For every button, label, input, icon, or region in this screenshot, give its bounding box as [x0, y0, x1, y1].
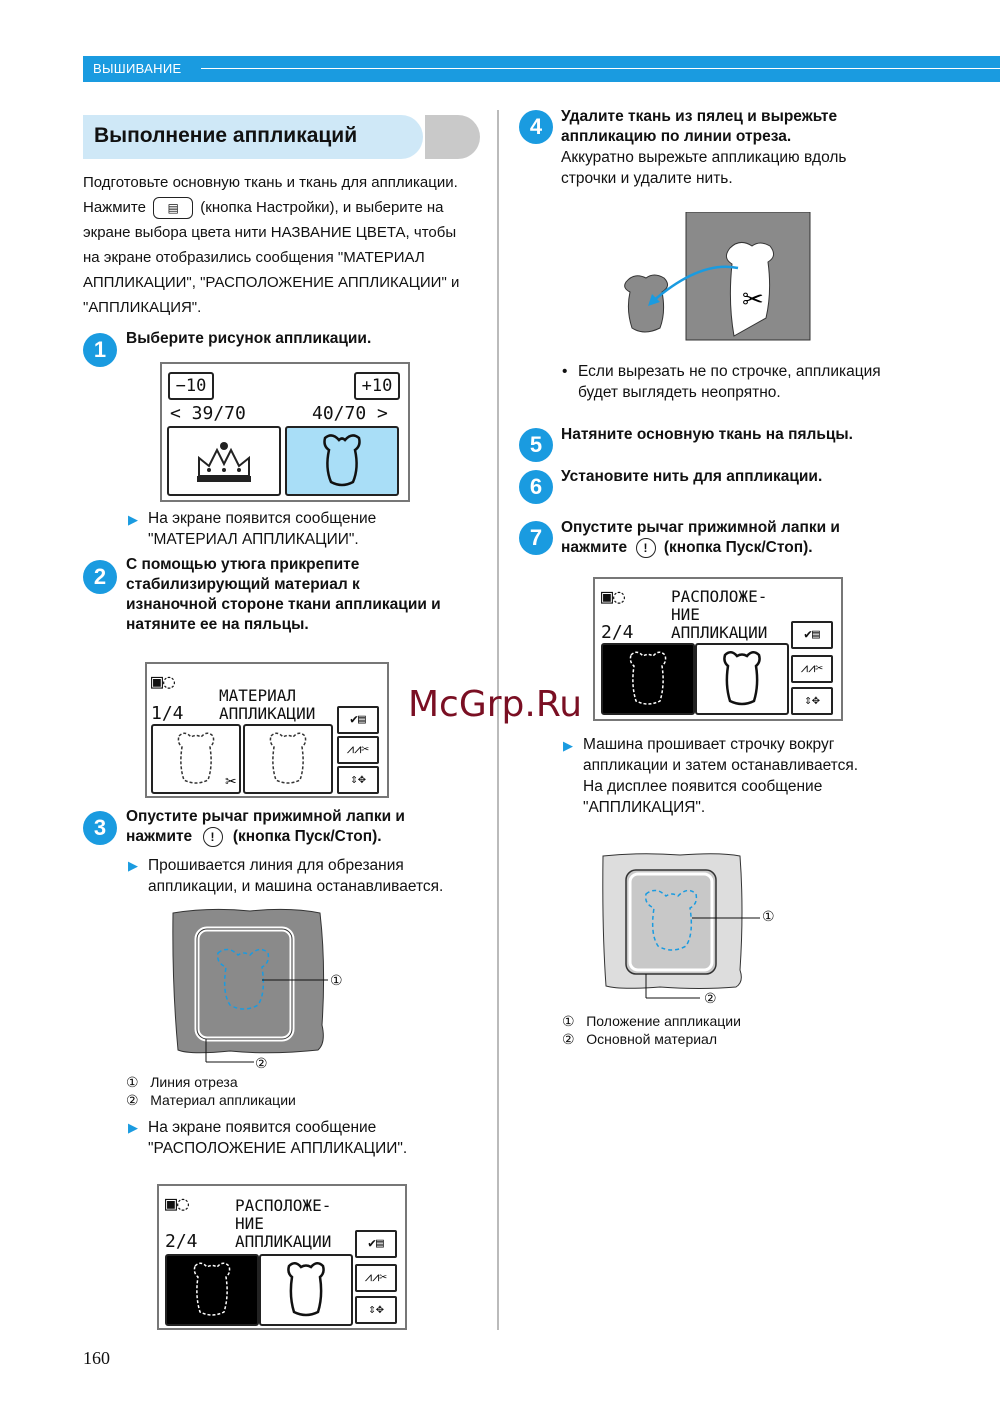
bear-pattern-selected[interactable]: [285, 426, 399, 496]
step-title-line: аппликацию по линии отреза.: [561, 128, 792, 145]
legend-text: Положение аппликации: [586, 1013, 741, 1029]
screen-label-1: РАСПОЛОЖЕ-: [671, 587, 768, 606]
bear-applique-icon: [261, 1256, 351, 1324]
settings-button-icon: ▤: [153, 197, 193, 219]
intro-line: на экране отобразились сообщения "МАТЕРИАЛ: [83, 249, 425, 266]
step-title-line: стабилизирующий материал к: [126, 576, 360, 593]
applique-preview: [259, 1254, 353, 1326]
intro-line: [83, 195, 493, 220]
start-stop-text: (кнопка Пуск/Стоп).: [663, 539, 813, 556]
header-rule: [201, 68, 1000, 69]
result-line: На дисплее появится сообщение: [583, 778, 823, 795]
bear-outline-icon: [603, 645, 693, 713]
next-page-indicator[interactable]: 40/70 >: [312, 403, 388, 424]
step-3-legend: [126, 1073, 296, 1109]
page-title: Выполнение аппликаций: [94, 124, 358, 147]
step-counter: 1/4: [151, 703, 184, 724]
step-title-line: [126, 827, 405, 847]
result-line: "МАТЕРИАЛ АППЛИКАЦИИ".: [148, 531, 359, 548]
title-box: [83, 115, 423, 159]
screen-label-3: АППЛИКАЦИИ: [671, 623, 768, 642]
intro-settings-text: (кнопка Настройки), и выберите на: [200, 199, 444, 216]
hoop-position-illustration: [600, 850, 800, 1010]
step-title-line: натяните ее на пяльцы.: [126, 616, 309, 633]
cut-applique-illustration: [620, 212, 815, 342]
applique-position-preview: [601, 643, 695, 715]
legend-text: Основной материал: [586, 1031, 718, 1047]
step-3-title: [126, 807, 405, 847]
crown-icon: [169, 428, 279, 494]
callout-2: ②: [704, 990, 717, 1006]
step-counter: 2/4: [165, 1231, 198, 1252]
result-arrow-icon: ▶: [563, 738, 573, 753]
screen-label-1: РАСПОЛОЖЕ-: [235, 1196, 332, 1215]
frame-icon: ▣◌: [165, 1191, 190, 1215]
press-text: нажмите: [126, 828, 193, 845]
result-line: аппликации, и машина останавливается.: [148, 878, 444, 895]
step-5-number: 5: [519, 428, 553, 462]
result-arrow-icon: ▶: [128, 858, 138, 873]
step-title-line: изнаночной стороне ткани аппликации и: [126, 596, 441, 613]
step-title-line: Опустите рычаг прижимной лапки и: [561, 519, 840, 536]
minus-10-button[interactable]: −10: [168, 372, 214, 400]
intro-press: Нажмите: [83, 199, 146, 216]
step-desc-line: строчки и удалите нить.: [561, 170, 733, 187]
applique-preview: [695, 643, 789, 715]
screen-label-1: МАТЕРИАЛ: [219, 686, 297, 705]
step-counter: 2/4: [601, 622, 634, 643]
callout-2: ②: [255, 1055, 268, 1071]
legend-text: Материал аппликации: [150, 1092, 296, 1108]
result-line: "РАСПОЛОЖЕНИЕ АППЛИКАЦИИ".: [148, 1140, 408, 1157]
page-number: 160: [83, 1348, 110, 1368]
applique-position-preview: [165, 1254, 259, 1326]
result-line: На экране появится сообщение: [148, 1119, 377, 1136]
legend-marker: ②: [126, 1092, 139, 1108]
bear-outline-icon: [167, 1256, 257, 1324]
screen-pattern-select: [160, 362, 410, 502]
step-7-title: [561, 518, 840, 558]
step-desc-line: Аккуратно вырежьте аппликацию вдоль: [561, 149, 847, 166]
bear-outline-icon: [153, 726, 239, 792]
step-4-note: [578, 361, 881, 403]
screen-label-2: НИЕ: [671, 605, 700, 624]
frame-icon: ▣◌: [151, 669, 176, 693]
bear-applique-icon: [287, 428, 397, 494]
applique-preview: [243, 724, 333, 794]
step-title-line: [561, 538, 840, 558]
legend-text: Линия отреза: [150, 1074, 238, 1090]
result-arrow-icon: ▶: [128, 512, 138, 527]
step-1-number: 1: [83, 333, 117, 367]
svg-text:✂: ✂: [225, 774, 237, 790]
result-arrow-icon: ▶: [128, 1120, 138, 1135]
bullet-dot: •: [562, 363, 568, 380]
press-text: нажмите: [561, 539, 628, 556]
move-button[interactable]: ⇕✥: [791, 687, 833, 715]
color-check-button[interactable]: ✔▤: [791, 621, 833, 649]
step-4-text: [561, 107, 847, 189]
screen-applique-position-2: [593, 577, 843, 721]
screen-applique-material: [145, 662, 389, 798]
result-line: На экране появится сообщение: [148, 510, 377, 527]
stitch-button[interactable]: ⩘⩘✂: [355, 1264, 397, 1292]
color-check-button[interactable]: ✔▤: [337, 706, 379, 734]
bear-applique-icon: [697, 645, 787, 713]
result-line: Прошивается линия для обрезания: [148, 857, 404, 874]
bear-outline-icon: [245, 726, 331, 792]
move-button[interactable]: ⇕✥: [337, 766, 379, 794]
note-line: будет выглядеть неопрятно.: [578, 384, 781, 401]
step-3-number: 3: [83, 811, 117, 845]
section-title: ВЫШИВАНИЕ: [93, 61, 182, 76]
screen-label-2: АППЛИКАЦИИ: [219, 704, 316, 723]
section-header: [83, 56, 1000, 82]
scissors-icon: ✂: [742, 285, 764, 315]
intro-line: экране выбора цвета нити НАЗВАНИЕ ЦВЕТА, чтобы: [83, 224, 457, 241]
prev-page-indicator[interactable]: < 39/70: [170, 403, 246, 424]
note-line: Если вырезать не по строчке, аппликация: [578, 363, 881, 380]
screen-applique-position: [157, 1184, 407, 1330]
result-line: Машина прошивает строчку вокруг: [583, 736, 835, 753]
screen-label-2: НИЕ: [235, 1214, 264, 1233]
step-7-number: 7: [519, 521, 553, 555]
callout-1: ①: [762, 908, 775, 924]
legend-marker: ②: [562, 1031, 575, 1047]
intro-line: АППЛИКАЦИИ", "РАСПОЛОЖЕНИЕ АППЛИКАЦИИ" и: [83, 274, 460, 291]
frame-icon: ▣◌: [601, 584, 626, 608]
applique-cut-preview: [151, 724, 241, 794]
intro-line: "АППЛИКАЦИЯ".: [83, 299, 202, 316]
move-button[interactable]: ⇕✥: [355, 1296, 397, 1324]
watermark: McGrp.Ru: [408, 684, 583, 725]
step-title-line: Опустите рычаг прижимной лапки и: [126, 808, 405, 825]
step-3-result-2: [148, 1117, 407, 1159]
start-stop-icon: !: [636, 538, 656, 558]
step-1-result: [148, 508, 376, 550]
step-2-number: 2: [83, 560, 117, 594]
intro-line: Подготовьте основную ткань и ткань для аппликации.: [83, 174, 458, 191]
screen-label-3: АППЛИКАЦИИ: [235, 1232, 332, 1251]
step-6-number: 6: [519, 470, 553, 504]
legend-marker: ①: [126, 1074, 139, 1090]
start-stop-icon: !: [203, 827, 223, 847]
crown-pattern[interactable]: [167, 426, 281, 496]
step-1-title: Выберите рисунок аппликации.: [126, 330, 372, 347]
result-line: аппликации и затем останавливается.: [583, 757, 859, 774]
step-title-line: Удалите ткань из пялец и вырежьте: [561, 108, 838, 125]
stitch-button[interactable]: ⩘⩘✂: [337, 736, 379, 764]
result-line: "АППЛИКАЦИЯ".: [583, 799, 706, 816]
color-check-button[interactable]: ✔▤: [355, 1230, 397, 1258]
step-7-legend: [562, 1012, 741, 1048]
stitch-button[interactable]: ⩘⩘✂: [791, 655, 833, 683]
step-7-result: [583, 734, 858, 818]
step-3-result: [148, 855, 443, 897]
start-stop-text: (кнопка Пуск/Стоп).: [232, 828, 382, 845]
step-title-line: С помощью утюга прикрепите: [126, 556, 360, 573]
step-5-title: Натяните основную ткань на пяльцы.: [561, 426, 853, 443]
legend-marker: ①: [562, 1013, 575, 1029]
step-4-number: 4: [519, 110, 553, 144]
plus-10-button[interactable]: +10: [354, 372, 400, 400]
step-6-title: Установите нить для аппликации.: [561, 468, 823, 485]
callout-1: ①: [330, 972, 343, 988]
step-2-title: [126, 555, 441, 635]
title-tab-decoration: [425, 115, 480, 159]
intro-text: [83, 170, 493, 320]
